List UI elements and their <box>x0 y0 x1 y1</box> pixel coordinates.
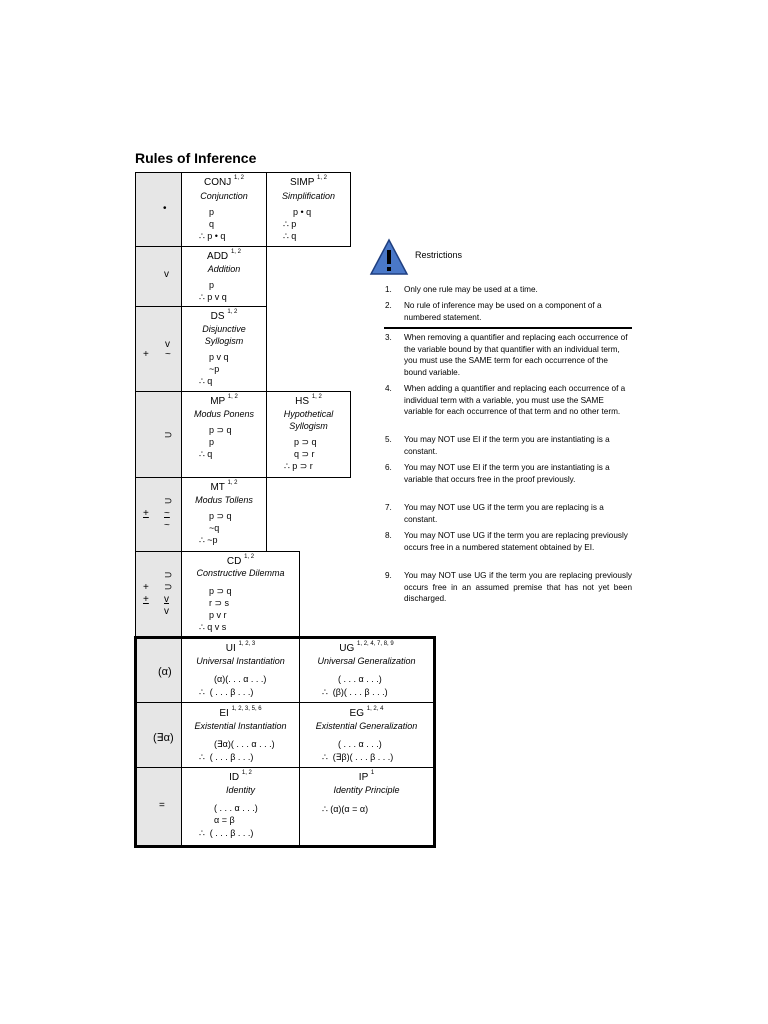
rule-abbr: CD $^{1, 2}$ <box>226 554 255 567</box>
rule-abbr: EI $^{1, 2, 3, 5, 6}$ <box>219 706 262 719</box>
restriction-item: 7. You may NOT use UG if the term you are replacing is a constant. <box>385 503 604 524</box>
premise: q <box>209 219 215 229</box>
premise: p ⊃ q <box>294 437 317 447</box>
restriction-item: 3. When removing a quantifier and replacing each occurrence of the variable bound by that quantifier with an individual term, you must use the SAME term for each occurrence of the bound variable. <box>385 333 628 377</box>
symbol-tilde: ~ <box>164 520 170 531</box>
rule-abbr: UI $^{1, 2, 3}$ <box>225 641 256 654</box>
symbol-cell-add <box>135 246 182 307</box>
conclusion: ∴ q <box>283 231 297 241</box>
rule-name: Existential Generalization <box>315 721 418 731</box>
symbol-cell-cd <box>135 551 182 638</box>
rule-name: Syllogism <box>289 421 328 431</box>
rule-abbr: HS $^{1, 2}$ <box>295 394 322 407</box>
rule-name: Identity Principle <box>333 785 400 795</box>
symbol-vel: v <box>164 606 169 617</box>
symbol-equals: = <box>159 800 165 811</box>
conclusion: ∴ q <box>199 449 213 459</box>
symbol-horseshoe: ⊃ <box>164 496 173 507</box>
conclusion: ∴ (β)( . . . β . . .) <box>322 687 388 697</box>
premise: ( . . . α . . .) <box>338 674 382 684</box>
premise: p v r <box>209 610 227 620</box>
symbol-horseshoe: ⊃ <box>164 430 173 441</box>
symbol-tilde: ~ <box>164 508 170 519</box>
rule-abbr: SIMP $^{1, 2}$ <box>289 175 328 188</box>
rule-name: Modus Ponens <box>193 409 255 419</box>
conclusion: ∴ p v q <box>199 292 227 302</box>
premise: (∃α)( . . . α . . .) <box>214 739 275 749</box>
premise: q ⊃ r <box>294 449 315 459</box>
rule-name: Existential Instantiation <box>194 721 287 731</box>
rule-abbr: MP $^{1, 2}$ <box>210 394 238 407</box>
symbol-cell-mp <box>135 391 182 478</box>
premise: ( . . . α . . .) <box>338 739 382 749</box>
rule-name: Universal Instantiation <box>196 656 285 666</box>
premise: p <box>209 207 215 217</box>
symbol-horseshoe: ⊃ <box>164 582 173 593</box>
quantifier-section-border <box>134 636 436 848</box>
restriction-item: 2. No rule of inference may be used on a component of a numbered statement. <box>385 301 602 322</box>
rule-name: Modus Tollens <box>195 495 253 505</box>
rule-simp <box>266 172 351 247</box>
symbol-vel: v <box>164 269 169 280</box>
conclusion: ∴ p ⊃ r <box>284 461 313 471</box>
rule-cd <box>181 551 300 638</box>
premise: p ⊃ q <box>209 586 232 596</box>
rule-name: Constructive Dilemma <box>196 568 285 578</box>
rule-name: Disjunctive <box>202 324 246 334</box>
premise: p v q <box>209 352 229 362</box>
rule-abbr: UG $^{1, 2, 4, 7, 8, 9}$ <box>339 641 394 654</box>
rule-name: Simplification <box>281 191 336 201</box>
restriction-item: 6. You may NOT use EI if the term you are instantiating is a variable that occurs free in the proof previously. <box>385 463 610 484</box>
rule-abbr: ADD $^{1, 2}$ <box>207 249 241 262</box>
premise: p <box>209 280 215 290</box>
restriction-item: 8. You may NOT use UG if the term you are replacing previously occurs free in a numbered statement obtained by EI. <box>385 531 628 552</box>
conclusion: ∴ q v s <box>199 622 227 632</box>
premise: p <box>209 437 215 447</box>
premise: p ⊃ q <box>209 425 232 435</box>
conclusion: ∴ (α)(α = α) <box>322 804 369 814</box>
premise: ( . . . α . . .) <box>214 803 258 813</box>
symbol-dot: • <box>163 203 167 214</box>
rule-name: Universal Generalization <box>317 656 416 666</box>
rule-abbr: ID $^{1, 2}$ <box>229 770 252 783</box>
conclusion: ∴ ( . . . β . . .) <box>199 828 254 838</box>
restriction-item: 1. Only one rule may be used at a time. <box>385 285 538 294</box>
rule-abbr: EG $^{1, 2, 4}$ <box>349 706 384 719</box>
rule-name: Hypothetical <box>283 409 334 419</box>
restriction-item: 5. You may NOT use EI if the term you are instantiating is a constant. <box>385 435 610 456</box>
premise: α = β <box>214 815 235 825</box>
symbol-horseshoe: ⊃ <box>164 570 173 581</box>
rule-name: Addition <box>207 264 241 274</box>
symbol-universal: (α) <box>158 666 172 678</box>
rule-abbr: DS $^{1, 2}$ <box>210 309 238 322</box>
conclusion: ∴ p <box>283 219 297 229</box>
symbol-plus: + <box>143 582 149 593</box>
symbol-vel: v <box>164 594 169 605</box>
rule-name: Identity <box>225 785 256 795</box>
premise: r ⊃ s <box>209 598 230 608</box>
conclusion: ∴ ( . . . β . . .) <box>199 687 254 697</box>
conclusion: ∴ q <box>199 376 213 386</box>
symbol-plus: + <box>143 594 149 605</box>
symbol-existential: (∃α) <box>153 732 174 744</box>
conclusion: ∴ ( . . . β . . .) <box>199 752 254 762</box>
symbol-plus: + <box>143 349 149 360</box>
rule-conj <box>181 172 267 247</box>
page-title: Rules of Inference <box>135 150 257 166</box>
rule-name: Conjunction <box>200 191 248 201</box>
symbol-vel: v <box>165 339 170 350</box>
restriction-item: 9. You may NOT use UG if the term you are replacing previously occurs free in an assumed premise that has not yet been discharged. <box>385 571 632 603</box>
divider <box>384 327 632 329</box>
restrictions-heading: Restrictions <box>415 250 463 260</box>
conclusion: ∴ ~p <box>199 535 218 545</box>
rule-name: Syllogism <box>204 336 244 346</box>
symbol-tilde: ~ <box>165 349 171 360</box>
conclusion: ∴ (∃β)( . . . β . . .) <box>322 752 394 762</box>
premise: ~p <box>209 364 220 374</box>
premise: ~q <box>209 523 220 533</box>
premise: p • q <box>293 207 312 217</box>
restriction-item: 4. When adding a quantifier and replacing each occurrence of a individual term with a variable, you must use the SAME variable for each occurrence of that term and no other term. <box>385 384 626 416</box>
rule-abbr: CONJ $^{1, 2}$ <box>203 175 245 188</box>
rule-abbr: IP $^1$ <box>358 770 375 783</box>
symbol-plus: + <box>143 508 149 519</box>
symbol-cell-mt <box>135 477 182 552</box>
rule-mp <box>181 391 267 478</box>
warning-icon <box>369 238 409 276</box>
rule-mt <box>181 477 267 552</box>
symbol-cell-conj <box>135 172 182 247</box>
rule-ds <box>181 306 267 392</box>
premise: p ⊃ q <box>209 511 232 521</box>
premise: (α)(. . . α . . .) <box>214 674 267 684</box>
rule-abbr: MT $^{1, 2}$ <box>210 480 238 493</box>
conclusion: ∴ p • q <box>199 231 226 241</box>
rule-hs <box>266 391 351 478</box>
symbol-cell-ds <box>135 306 182 392</box>
rule-add <box>181 246 267 307</box>
